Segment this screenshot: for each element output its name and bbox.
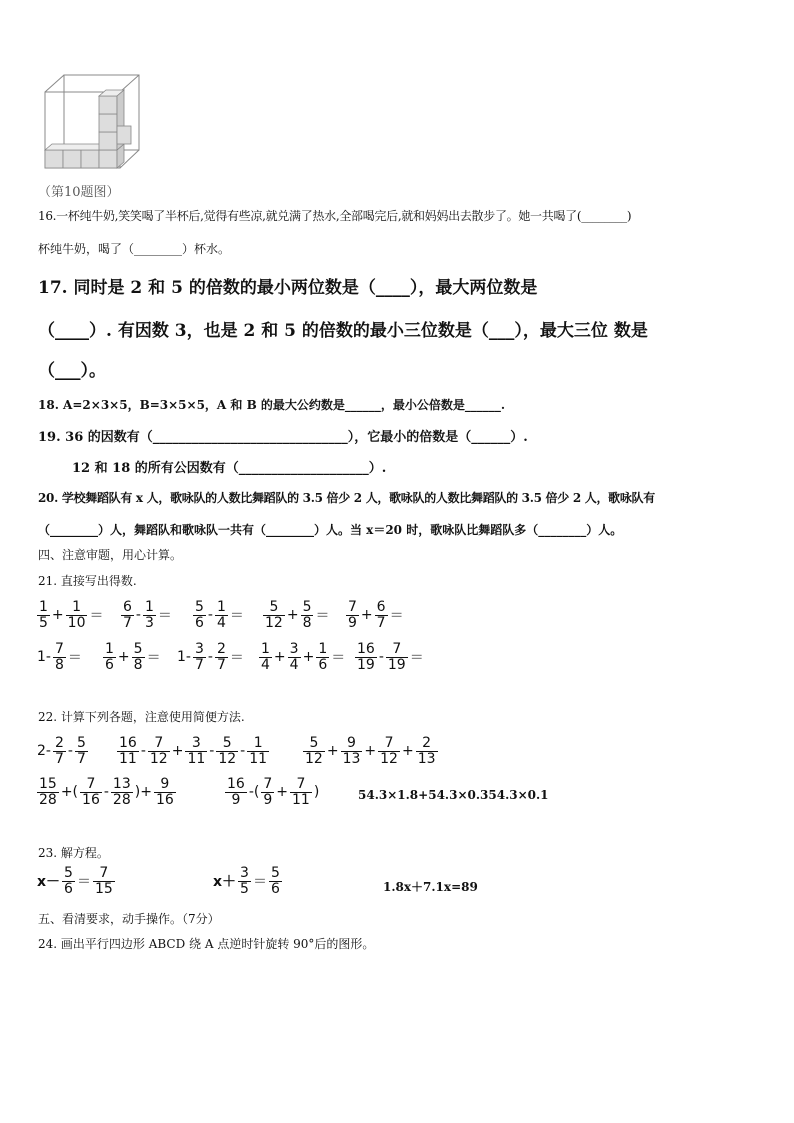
- question-24: 24. 画出平行四边形 ABCD 绕 A 点逆时针旋转 90°后的图形。: [38, 937, 375, 951]
- question-21-title: 21. 直接写出得数.: [38, 574, 137, 588]
- section-4-heading: 四、注意审题，用心计算。: [38, 548, 183, 562]
- q21-expr-8: 1- $\frac{3}{7}$ - $\frac{2}{7}$ ＝: [177, 641, 244, 673]
- q21-expr-6: 1- $\frac{7}{8}$ ＝: [37, 641, 82, 673]
- q21-expr-1: $\frac{1}{5}$ + $\frac{1}{10}$ ＝: [39, 599, 104, 631]
- q22-expr-5: $\frac{16}{9}$ -( $\frac{7}{9}$ + $\frac{7}{11}$ ): [227, 776, 320, 808]
- q22-expr-6: 54.3×1.8+54.3×0.354.3×0.1: [358, 788, 549, 802]
- q21-expr-5: $\frac{7}{9}$ + $\frac{6}{7}$ ＝: [348, 599, 404, 631]
- q22-expr-2: $\frac{16}{11}$ - $\frac{7}{12}$ + $\frac{3}{11}$ - $\frac{5}{12}$ - $\frac{1}{11}$: [119, 735, 268, 767]
- question-22-title: 22. 计算下列各题，注意使用简便方法.: [38, 710, 245, 724]
- q21-expr-4: $\frac{5}{12}$ + $\frac{5}{8}$ ＝: [265, 599, 330, 631]
- q22-expr-1: 2- $\frac{2}{7}$ - $\frac{5}{7}$: [37, 735, 86, 767]
- question-19-line-1: 19. 36 的因数有（______________________________），它最小的倍数是（______）.: [38, 430, 528, 445]
- question-20-line-1: 20. 学校舞蹈队有 x 人，歌咏队的人数比舞蹈队的 3.5 倍少 2 人，歌咏队的人数比舞蹈队的 3.5 倍少 2 人，歌咏队有: [38, 491, 655, 505]
- cube-figure: [40, 72, 140, 176]
- q23-equation-3: 1.8x＋7.1x=89: [383, 880, 478, 894]
- question-17-line-2: （____）. 有因数 3，也是 2 和 5 的倍数的最小三位数是（___），最大三位 数是: [38, 321, 648, 341]
- section-5-heading: 五、看清要求，动手操作。（7分）: [38, 912, 220, 926]
- q21-expr-10: $\frac{16}{19}$ - $\frac{7}{19}$ ＝: [357, 641, 424, 673]
- question-17-line-3: （___）。: [38, 361, 106, 381]
- q21-expr-3: $\frac{5}{6}$ - $\frac{1}{4}$ ＝: [195, 599, 244, 631]
- question-20-line-2: （________）人，舞蹈队和歌咏队一共有（________）人。当 x＝20 时，歌咏队比舞蹈队多（________）人。: [38, 523, 623, 537]
- q22-expr-4: $\frac{15}{28}$ +( $\frac{7}{16}$ - $\frac{13}{28}$ )+ $\frac{9}{16}$: [39, 776, 174, 808]
- q21-expr-9: $\frac{1}{4}$ + $\frac{3}{4}$ + $\frac{1}{6}$ ＝: [261, 641, 346, 673]
- q23-equation-1: x－ $\frac{5}{6}$ ＝ $\frac{7}{15}$: [37, 865, 113, 897]
- q23-equation-2: x＋ $\frac{3}{5}$ ＝ $\frac{5}{6}$: [213, 865, 280, 897]
- q21-expr-7: $\frac{1}{6}$ + $\frac{5}{8}$ ＝: [105, 641, 161, 673]
- question-19-line-2: 12 和 18 的所有公因数有（____________________）.: [72, 461, 387, 476]
- question-23-title: 23. 解方程。: [38, 846, 109, 860]
- question-18: 18. A=2×3×5，B=3×5×5，A 和 B 的最大公约数是______，最小公倍数是______.: [38, 398, 506, 412]
- figure-caption: （第10题图）: [38, 185, 120, 200]
- q22-expr-3: $\frac{5}{12}$ + $\frac{9}{13}$ + $\frac{7}{12}$ + $\frac{2}{13}$: [305, 735, 436, 767]
- question-16-line-2: 杯纯牛奶，喝了（________）杯水。: [38, 242, 231, 256]
- question-17-line-1: 17. 同时是 2 和 5 的倍数的最小两位数是（____），最大两位数是: [38, 278, 538, 298]
- q21-expr-2: $\frac{6}{7}$ - $\frac{1}{3}$ ＝: [123, 599, 172, 631]
- question-16-line-1: 16.一杯纯牛奶,笑笑喝了半杯后,觉得有些凉,就兑满了热水,全部喝完后,就和妈妈出去散步了。她一共喝了(________): [38, 209, 632, 223]
